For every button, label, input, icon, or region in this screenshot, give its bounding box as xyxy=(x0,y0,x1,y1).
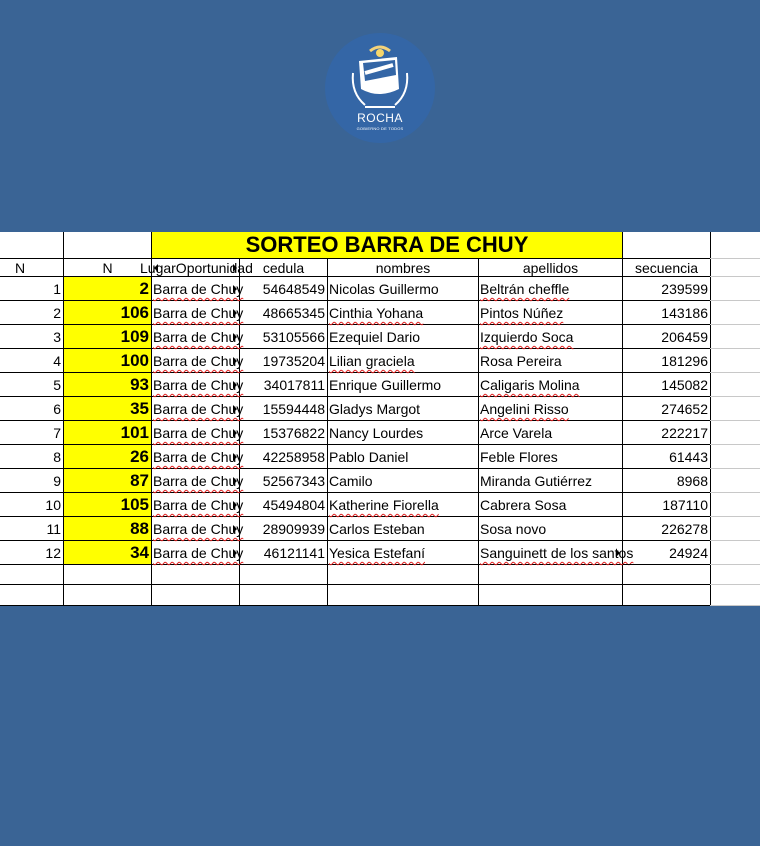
cedula-cell[interactable]: 15376822 xyxy=(240,421,328,445)
cell-empty[interactable] xyxy=(623,585,711,606)
apellidos-value: Arce Varela xyxy=(480,425,553,441)
lugar-cell[interactable] xyxy=(152,277,244,301)
row-index[interactable]: 1 xyxy=(0,277,64,301)
lugar-cell[interactable] xyxy=(152,517,244,541)
overflow-left-arrow-icon xyxy=(154,264,158,272)
row-edge xyxy=(710,421,760,445)
empty-row xyxy=(0,565,760,585)
overflow-arrow-icon xyxy=(233,309,237,317)
draw-number[interactable]: 105 xyxy=(64,493,152,517)
apellidos-cell[interactable] xyxy=(479,421,623,445)
cedula-cell[interactable]: 54648549 xyxy=(240,277,328,301)
draw-number[interactable]: 26 xyxy=(64,445,152,469)
overflow-right-arrow-icon xyxy=(233,264,237,272)
table-row xyxy=(0,517,760,541)
lugar-cell[interactable] xyxy=(152,493,244,517)
nombres-cell[interactable]: Carlos Esteban xyxy=(328,517,479,541)
rocha-logo xyxy=(325,33,435,143)
overflow-arrow-icon xyxy=(233,381,237,389)
apellidos-cell[interactable] xyxy=(479,445,623,469)
lugar-cell[interactable] xyxy=(152,349,244,373)
row-edge xyxy=(710,373,760,397)
overflow-arrow-icon xyxy=(233,453,237,461)
lugar-cell[interactable] xyxy=(152,301,244,325)
row-index[interactable]: 10 xyxy=(0,493,64,517)
apellidos-value: Angelini Risso xyxy=(480,401,569,417)
secuencia-cell[interactable]: 206459 xyxy=(623,325,711,349)
draw-number[interactable]: 2 xyxy=(64,277,152,301)
lugar-value: Barra de Chuy xyxy=(153,329,244,345)
nombres-cell[interactable]: Lilian graciela xyxy=(328,349,479,373)
apellidos-value: Miranda Gutiérrez xyxy=(480,473,593,489)
apellidos-cell[interactable] xyxy=(479,301,623,325)
column-header-nombres[interactable]: nombres xyxy=(328,259,479,277)
apellidos-cell[interactable] xyxy=(479,541,634,565)
cell-empty[interactable] xyxy=(64,585,152,606)
table-row xyxy=(0,277,760,301)
secuencia-cell[interactable]: 239599 xyxy=(623,277,711,301)
row-edge xyxy=(710,232,760,259)
cell-empty[interactable] xyxy=(479,565,623,585)
draw-number[interactable]: 88 xyxy=(64,517,152,541)
row-edge xyxy=(710,301,760,325)
secuencia-cell[interactable]: 24924 xyxy=(623,541,711,565)
row-index[interactable]: 6 xyxy=(0,397,64,421)
nombres-cell[interactable]: Yesica Estefaní xyxy=(328,541,479,565)
lugar-cell[interactable] xyxy=(152,445,244,469)
nombres-cell[interactable]: Nicolas Guillermo xyxy=(328,277,479,301)
secuencia-cell[interactable]: 222217 xyxy=(623,421,711,445)
lugar-value: Barra de Chuy xyxy=(153,281,244,297)
row-edge xyxy=(710,259,760,277)
row-edge xyxy=(710,325,760,349)
cell-empty xyxy=(40,259,64,277)
cedula-cell[interactable]: 45494804 xyxy=(240,493,328,517)
cell-empty[interactable] xyxy=(0,232,64,259)
cedula-cell[interactable]: 42258958 xyxy=(240,445,328,469)
overflow-arrow-icon xyxy=(616,549,620,557)
lugar-cell[interactable] xyxy=(152,325,244,349)
row-edge xyxy=(710,585,760,606)
column-header-lugar[interactable] xyxy=(140,259,253,277)
nombres-cell[interactable]: Cinthia Yohana xyxy=(328,301,479,325)
lugar-cell[interactable] xyxy=(152,541,244,565)
draw-number[interactable]: 106 xyxy=(64,301,152,325)
row-index[interactable]: 11 xyxy=(0,517,64,541)
cell-empty[interactable] xyxy=(0,565,64,585)
row-index[interactable]: 7 xyxy=(0,421,64,445)
cedula-cell[interactable]: 34017811 xyxy=(240,373,328,397)
lugar-cell[interactable] xyxy=(152,421,244,445)
cedula-cell[interactable]: 28909939 xyxy=(240,517,328,541)
lugar-value: Barra de Chuy xyxy=(153,473,244,489)
row-edge xyxy=(710,349,760,373)
cedula-cell[interactable]: 19735204 xyxy=(240,349,328,373)
header-row xyxy=(0,259,760,277)
cedula-cell[interactable]: 15594448 xyxy=(240,397,328,421)
apellidos-cell[interactable] xyxy=(479,277,623,301)
apellidos-value: Cabrera Sosa xyxy=(480,497,567,513)
nombres-cell[interactable]: Nancy Lourdes xyxy=(328,421,479,445)
overflow-arrow-icon xyxy=(233,549,237,557)
lugar-cell[interactable] xyxy=(152,373,244,397)
empty-row xyxy=(0,585,760,606)
draw-number[interactable]: 34 xyxy=(64,541,152,565)
column-header-number[interactable]: N xyxy=(64,259,152,277)
row-index[interactable]: 12 xyxy=(0,541,64,565)
nombres-cell[interactable]: Pablo Daniel xyxy=(328,445,479,469)
row-index[interactable]: 5 xyxy=(0,373,64,397)
row-edge xyxy=(710,565,760,585)
secuencia-cell[interactable]: 226278 xyxy=(623,517,711,541)
nombres-cell[interactable]: Ezequiel Dario xyxy=(328,325,479,349)
lugar-value: Barra de Chuy xyxy=(153,497,244,513)
apellidos-cell[interactable] xyxy=(479,325,623,349)
secuencia-cell[interactable]: 274652 xyxy=(623,397,711,421)
sheet-title[interactable]: SORTEO BARRA DE CHUY xyxy=(152,232,623,259)
apellidos-value: Pintos Núñez xyxy=(480,305,564,321)
cell-empty[interactable] xyxy=(64,232,152,259)
overflow-arrow-icon xyxy=(233,525,237,533)
nombres-cell[interactable]: Katherine Fiorella xyxy=(328,493,479,517)
overflow-arrow-icon xyxy=(233,477,237,485)
cell-empty[interactable] xyxy=(479,585,623,606)
overflow-arrow-icon xyxy=(233,357,237,365)
spreadsheet xyxy=(0,232,760,606)
cedula-cell[interactable]: 53105566 xyxy=(240,325,328,349)
lugar-value: Barra de Chuy xyxy=(153,377,244,393)
table-row xyxy=(0,421,760,445)
apellidos-cell[interactable] xyxy=(479,397,623,421)
logo-subtitle: GOBIERNO DE TODOS xyxy=(356,126,404,131)
overflow-arrow-icon xyxy=(233,285,237,293)
draw-number[interactable]: 87 xyxy=(64,469,152,493)
column-header-n[interactable]: N xyxy=(0,259,40,277)
table-row xyxy=(0,397,760,421)
row-index[interactable]: 9 xyxy=(0,469,64,493)
lugar-cell[interactable] xyxy=(152,469,244,493)
column-header-cedula[interactable]: cedula xyxy=(240,259,328,277)
cell-empty[interactable] xyxy=(64,565,152,585)
overflow-arrow-icon xyxy=(233,429,237,437)
row-edge xyxy=(710,541,760,565)
column-header-secuencia[interactable]: secuencia xyxy=(623,259,711,277)
column-header-apellidos[interactable]: apellidos xyxy=(479,259,623,277)
cell-empty[interactable] xyxy=(623,565,711,585)
row-edge xyxy=(710,445,760,469)
lugar-cell[interactable] xyxy=(152,397,244,421)
cell-empty[interactable] xyxy=(240,585,328,606)
row-index[interactable]: 4 xyxy=(0,349,64,373)
logo-name: ROCHA xyxy=(357,111,403,125)
row-index[interactable]: 8 xyxy=(0,445,64,469)
apellidos-cell[interactable] xyxy=(479,373,623,397)
row-edge xyxy=(710,469,760,493)
apellidos-value: Rosa Pereira xyxy=(480,353,562,369)
row-edge xyxy=(710,517,760,541)
overflow-arrow-icon xyxy=(233,501,237,509)
table-row xyxy=(0,325,760,349)
table-row xyxy=(0,469,760,493)
draw-number[interactable]: 109 xyxy=(64,325,152,349)
cell-empty[interactable] xyxy=(152,565,240,585)
nombres-cell[interactable]: Enrique Guillermo xyxy=(328,373,479,397)
header-banner xyxy=(0,0,760,232)
row-edge xyxy=(710,493,760,517)
nombres-cell[interactable]: Camilo xyxy=(328,469,479,493)
lugar-value: Barra de Chuy xyxy=(153,305,244,321)
cell-empty[interactable] xyxy=(328,585,479,606)
table-row xyxy=(0,493,760,517)
row-index[interactable]: 2 xyxy=(0,301,64,325)
secuencia-cell[interactable]: 8968 xyxy=(623,469,711,493)
row-edge xyxy=(710,397,760,421)
apellidos-value: Caligaris Molina xyxy=(480,377,580,393)
lugar-value: Barra de Chuy xyxy=(153,353,244,369)
cell-empty[interactable] xyxy=(328,565,479,585)
cedula-cell[interactable]: 46121141 xyxy=(240,541,328,565)
secuencia-cell[interactable]: 181296 xyxy=(623,349,711,373)
apellidos-value: Feble Flores xyxy=(480,449,558,465)
apellidos-cell[interactable] xyxy=(479,349,623,373)
draw-number[interactable]: 100 xyxy=(64,349,152,373)
table-row xyxy=(0,541,760,565)
apellidos-value: Beltrán cheffle xyxy=(480,281,570,297)
secuencia-cell[interactable]: 61443 xyxy=(623,445,711,469)
table-row xyxy=(0,373,760,397)
lugar-value: Barra de Chuy xyxy=(153,521,244,537)
table-row xyxy=(0,349,760,373)
apellidos-value: Sanguinett de los santos xyxy=(480,545,634,561)
secuencia-cell[interactable]: 145082 xyxy=(623,373,711,397)
cell-empty[interactable] xyxy=(152,585,240,606)
apellidos-cell[interactable] xyxy=(479,469,623,493)
table-row xyxy=(0,301,760,325)
draw-number[interactable]: 93 xyxy=(64,373,152,397)
cell-empty[interactable] xyxy=(0,585,64,606)
nombres-cell[interactable]: Gladys Margot xyxy=(328,397,479,421)
row-index[interactable]: 3 xyxy=(0,325,64,349)
cedula-cell[interactable]: 52567343 xyxy=(240,469,328,493)
apellidos-cell[interactable] xyxy=(479,493,623,517)
cell-empty[interactable] xyxy=(623,232,711,259)
draw-number[interactable]: 101 xyxy=(64,421,152,445)
apellidos-value: Sosa novo xyxy=(480,521,547,537)
column-header-lugar-label: LugarOportunidad xyxy=(140,260,253,276)
lugar-value: Barra de Chuy xyxy=(153,449,244,465)
cell-empty[interactable] xyxy=(240,565,328,585)
draw-number[interactable]: 35 xyxy=(64,397,152,421)
apellidos-cell[interactable] xyxy=(479,517,623,541)
lugar-value: Barra de Chuy xyxy=(153,401,244,417)
cedula-cell[interactable]: 48665345 xyxy=(240,301,328,325)
lugar-value: Barra de Chuy xyxy=(153,425,244,441)
overflow-arrow-icon xyxy=(233,333,237,341)
row-edge xyxy=(710,277,760,301)
apellidos-value: Izquierdo Soca xyxy=(480,329,574,345)
secuencia-cell[interactable]: 143186 xyxy=(623,301,711,325)
table-row xyxy=(0,445,760,469)
secuencia-cell[interactable]: 187110 xyxy=(623,493,711,517)
overflow-arrow-icon xyxy=(233,405,237,413)
title-row xyxy=(0,232,760,259)
lugar-value: Barra de Chuy xyxy=(153,545,244,561)
